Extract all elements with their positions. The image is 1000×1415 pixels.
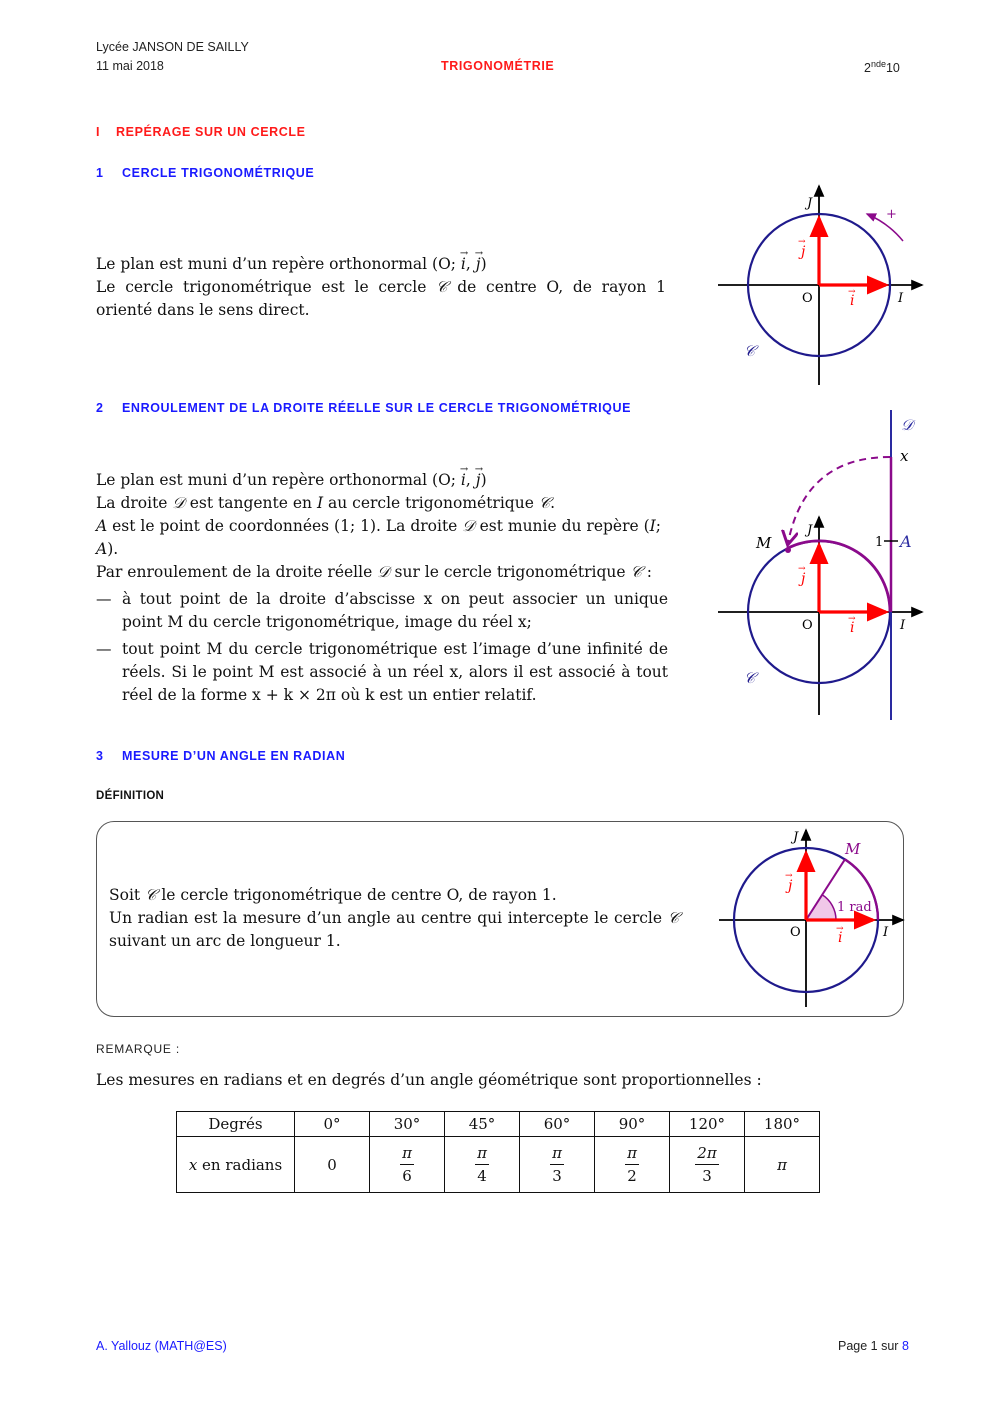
table-row-degrees [177, 1112, 820, 1137]
subsection-title: CERCLE TRIGONOMÉTRIQUE [122, 166, 315, 180]
label-A: A [900, 532, 912, 551]
document-title: TRIGONOMÉTRIE [441, 59, 555, 73]
fraction-bar [475, 1164, 489, 1165]
text: Le cercle trigonométrique est le cercle [96, 278, 437, 296]
text: Le plan est muni d’un repère orthonormal [96, 471, 433, 489]
numerator: 2π [697, 1144, 717, 1162]
numerator: π [552, 1144, 562, 1162]
fraction-bar [625, 1164, 639, 1165]
variable-x: x [188, 1155, 198, 1174]
point-M [785, 547, 791, 553]
subsection-title: ENROULEMENT DE LA DROITE RÉELLE SUR LE CERCLE TRIGONOMÉTRIQUE [122, 401, 632, 415]
figure-unit-circle [710, 180, 930, 390]
fraction [400, 1144, 414, 1185]
table-cell: 0° [295, 1112, 370, 1137]
text: La droite [96, 494, 173, 512]
circle-symbol: 𝒞 [667, 909, 679, 927]
denominator: 2 [627, 1167, 637, 1185]
definition-label: DÉFINITION [96, 790, 165, 802]
text: ; [655, 517, 662, 535]
circle-symbol: 𝒞 [630, 563, 642, 581]
remark-label: REMARQUE : [96, 1042, 181, 1056]
label-x: x [900, 447, 909, 465]
subsection-title: MESURE D’UN ANGLE EN RADIAN [122, 749, 346, 763]
definition-text [109, 884, 679, 953]
line-symbol: 𝒟 [172, 494, 185, 512]
sub2-paragraph [96, 469, 668, 707]
circle-symbol: 𝒞 [538, 494, 551, 512]
section-heading-I [96, 125, 306, 139]
table-row-radians [177, 1137, 820, 1193]
label-j: j [801, 244, 806, 260]
point-A: A [96, 517, 108, 535]
table-cell: 180° [745, 1112, 820, 1137]
fraction [695, 1144, 718, 1185]
numerator: π [477, 1144, 487, 1162]
arrow-over-j: → [798, 564, 806, 574]
figure-wrapping-line [710, 405, 930, 725]
denominator: 3 [552, 1167, 562, 1185]
table-cell: 90° [595, 1112, 670, 1137]
point-I: I [316, 494, 324, 512]
table-cell [520, 1137, 595, 1193]
text: est tangente en [184, 494, 317, 512]
point-I: I [649, 517, 656, 535]
class-sup: nde [870, 59, 886, 69]
text: est munie du repère ( [474, 517, 650, 535]
arrow-over-j: → [798, 237, 806, 247]
text: ). [107, 540, 119, 558]
class-number: 10 [885, 61, 900, 76]
sub2-line4 [96, 561, 668, 584]
text: le cercle trigonométrique de centre O, de rayon 1. [156, 886, 557, 904]
footer-author: A. Yallouz (MATH@ES) [96, 1339, 227, 1353]
radian-value: 0 [327, 1155, 337, 1174]
text: est le point de coordonnées (1; 1). La droite [107, 517, 463, 535]
sub1-line1: Le plan est muni d’un repère orthonormal (O; → i, → j) [96, 253, 666, 276]
label-O: O [802, 618, 813, 633]
table-header-degrees: Degrés [177, 1112, 295, 1137]
denominator: 4 [477, 1167, 487, 1185]
label-C: 𝒞 [744, 342, 755, 360]
denominator: 6 [402, 1167, 412, 1185]
label-I: I [898, 291, 904, 306]
page-indicator [838, 1339, 909, 1353]
label-C: 𝒞 [744, 669, 755, 687]
text: : [641, 563, 652, 581]
label-1: 1 [875, 535, 884, 550]
subsection-heading-1 [96, 166, 314, 180]
bullet-item-2 [96, 638, 668, 707]
table-cell: 120° [670, 1112, 745, 1137]
conversion-table [176, 1111, 820, 1193]
sub1-paragraph [96, 253, 666, 322]
label-M: M [756, 534, 772, 552]
fraction-bar [695, 1164, 718, 1165]
denominator: 3 [702, 1167, 712, 1185]
plus-sign: + [886, 207, 897, 222]
school-name: Lycée JANSON DE SAILLY [96, 40, 249, 54]
document-date: 11 mai 2018 [96, 59, 164, 73]
figure-radian [715, 825, 905, 1010]
bullet-text: à tout point de la droite d’abscisse x on peut associer un unique point M du cercle trigonométrique, image du réel x; [122, 590, 668, 631]
text: Soit [109, 886, 146, 904]
fraction [475, 1144, 489, 1185]
vector-i: → i [461, 469, 466, 492]
fraction-bar [550, 1164, 564, 1165]
numerator: π [627, 1144, 637, 1162]
table-cell: 45° [445, 1112, 520, 1137]
label-i: i [850, 620, 855, 636]
text: sur le cercle trigonométrique [389, 563, 631, 581]
fraction [550, 1144, 564, 1185]
table-cell [295, 1137, 370, 1193]
text: au cercle trigonométrique [323, 494, 539, 512]
subsection-heading-3 [96, 749, 345, 763]
remark-text: Les mesures en radians et en degrés d’un angle géométrique sont proportionnelles : [96, 1071, 762, 1089]
page-total-link[interactable]: 8 [901, 1339, 909, 1353]
label-D: 𝒟 [901, 416, 913, 434]
sub2-line1: Le plan est muni d’un repère orthonormal (O; → i, → j) [96, 469, 668, 492]
arrow-over-j: → [785, 871, 793, 881]
label-J: J [807, 196, 813, 211]
class-level: 2 [864, 61, 871, 76]
circle-symbol: 𝒞 [145, 886, 157, 904]
bullet-item-1 [96, 588, 668, 634]
table-cell [445, 1137, 520, 1193]
table-cell: 30° [370, 1112, 445, 1137]
text: en radians [197, 1155, 283, 1174]
vector-i: → i [461, 253, 466, 276]
label-J: J [793, 830, 799, 845]
section-number: I [96, 125, 101, 139]
label-j: j [801, 571, 806, 587]
def-line1 [109, 884, 679, 907]
table-cell: 60° [520, 1112, 595, 1137]
circle-symbol: 𝒞 [436, 278, 448, 296]
def-line2 [109, 907, 679, 953]
line-symbol: 𝒟 [377, 563, 390, 581]
bullet-text: tout point M du cercle trigonométrique est l’image d’une infinité de réels. Si le point M est associé à un réel x, alors il est associé à tout réel de la forme x + k × 2π où k est un entier relatif. [122, 640, 668, 704]
line-symbol: 𝒟 [462, 517, 475, 535]
table-cell [670, 1137, 745, 1193]
sub2-line3 [96, 515, 668, 561]
point-A: A [96, 540, 108, 558]
label-i: i [850, 293, 855, 309]
label-1-rad: 1 rad [837, 900, 872, 915]
table-cell [595, 1137, 670, 1193]
numerator: π [402, 1144, 412, 1162]
label-j: j [788, 878, 793, 894]
subsection-heading-2 [96, 401, 631, 415]
label-M: M [845, 840, 861, 858]
text: suivant un arc de longueur 1. [109, 932, 341, 950]
label-I: I [900, 618, 906, 633]
class-label [864, 59, 900, 75]
table-cell [745, 1137, 820, 1193]
text: . [550, 494, 556, 512]
text: de centre O, de rayon 1 orienté dans le sens direct. [96, 278, 666, 319]
text: Par enroulement de la droite réelle [96, 563, 378, 581]
wrapping-arrow [788, 457, 890, 543]
page-text: Page 1 sur [838, 1339, 902, 1353]
arrow-over-i: → [848, 614, 856, 624]
vector-j: → j [476, 469, 481, 492]
fraction [625, 1144, 639, 1185]
fraction-bar [400, 1164, 414, 1165]
angle-sector [806, 895, 836, 920]
arrow-over-i: → [848, 287, 856, 297]
arrow-over-i: → [836, 924, 844, 934]
bullet-dash: — [96, 590, 112, 608]
subsection-number: 3 [96, 749, 104, 763]
label-I: I [883, 925, 889, 940]
subsection-number: 1 [96, 166, 104, 180]
table-header-radians [177, 1137, 295, 1193]
subsection-number: 2 [96, 401, 104, 415]
bullet-dash: — [96, 640, 112, 658]
section-title: REPÉRAGE SUR UN CERCLE [116, 125, 306, 139]
radian-value: π [777, 1155, 787, 1174]
label-O: O [802, 291, 813, 306]
text: Le plan est muni d’un repère orthonormal [96, 255, 433, 273]
label-O: O [790, 925, 801, 940]
sub2-line2 [96, 492, 668, 515]
sub1-line2 [96, 276, 666, 322]
label-i: i [838, 930, 843, 946]
vector-j: → j [476, 253, 481, 276]
text: Un radian est la mesure d’un angle au centre qui intercepte le cercle [109, 909, 668, 927]
label-J: J [807, 523, 813, 538]
table-cell [370, 1137, 445, 1193]
